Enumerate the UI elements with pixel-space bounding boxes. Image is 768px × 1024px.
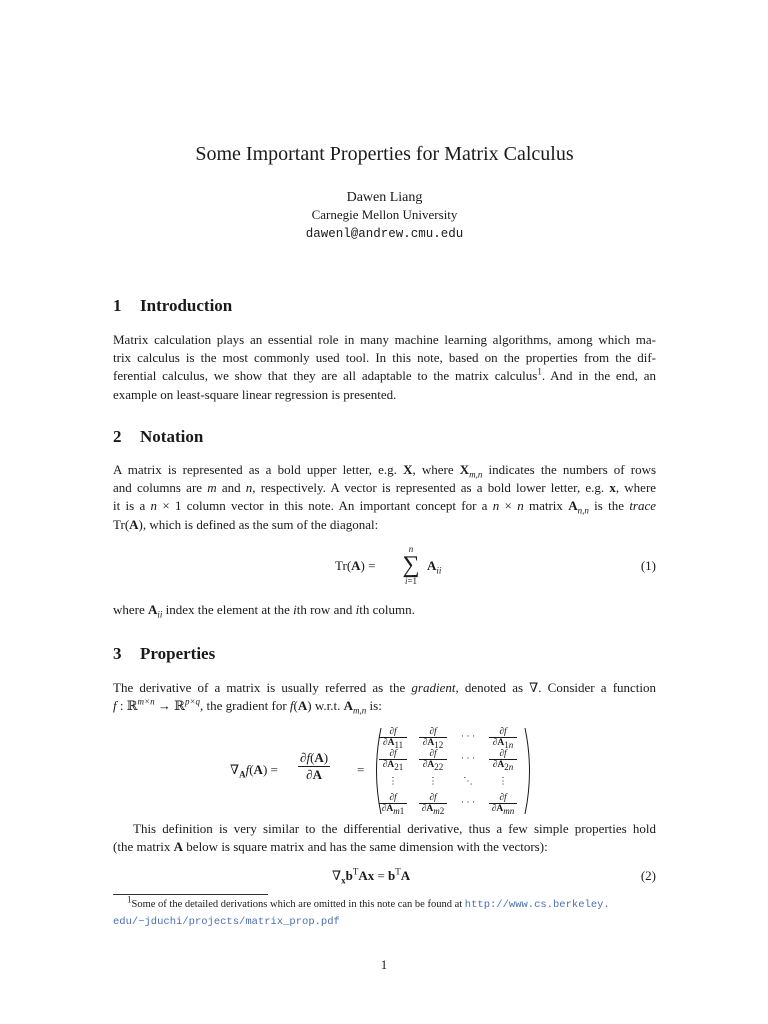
section-title: Properties (140, 644, 216, 663)
section-title: Notation (140, 427, 204, 446)
footnote-rule (113, 894, 268, 895)
text-line: (the matrix A below is square matrix and has the same dimension with the vectors): (113, 839, 548, 855)
footnote-url-continued[interactable]: edu/~jduchi/projects/matrix_prop.pdf (113, 915, 340, 928)
footnote-url[interactable]: http://www.cs.berkeley. (464, 899, 610, 911)
section-heading-notation (113, 427, 656, 447)
notation-paragraph (113, 461, 656, 534)
text-line: and columns are m and n, respectively. A vector is represented as a bold lower letter, e.g. x, where (113, 480, 657, 496)
author-affiliation: Carnegie Mellon University (311, 207, 458, 222)
footnote-text: Some of the detailed derivations which are omitted in this note can be found at (131, 899, 463, 910)
equation-number: (1) (640, 558, 656, 573)
text-line: it is a n × 1 column vector in this note. An important concept for a n × n matrix $A_{n,n}$ is the trace (113, 498, 657, 516)
text-line: Tr(A), which is defined as the sum of the diagonal: (113, 516, 379, 532)
equation-number: (2) (640, 868, 656, 883)
text-line: example on least-square linear regression is presented. (113, 386, 397, 402)
page-number: 1 (380, 957, 388, 972)
author-name: Dawen Liang (346, 190, 423, 205)
author-email: dawenl@andrew.cmu.edu (305, 227, 464, 241)
gradient-definition-equation: $\nabla_Af(A)$ = $\frac{\partial f(A)}{\partial A}$ = ∂f $\partial A_{11}$ ∂f $\partial A_{12}$ · · · ∂f $\partial A_{1n}$ ∂f $\partial A_{21}$ ∂f $\partial A_{22}$ · · · ∂f $\partial A_{2n}$ ⋮ ⋮ ⋱ ⋮ ∂f $\partial A_{m1}$ ∂f $\partial A_{m2}$ · · · ∂f $\partial A_{mn}$ (113, 726, 656, 816)
right-parenthesis (523, 726, 535, 816)
section-number: 3 (113, 644, 122, 663)
text-line: This definition is very similar to the differential derivative, thus a few simple properties hold (133, 821, 656, 836)
text-line: Matrix calculation plays an essential role in many machine learning algorithms, among which ma- (113, 332, 656, 347)
section-heading-properties (113, 644, 656, 664)
text-line: ferential calculus, we show that they are all adaptable to the matrix calculus$^1$. And in the end, an (113, 367, 656, 384)
equation-2: $\nabla_xb^TAx = b^TA$ (2) (332, 866, 656, 886)
section-number: 2 (113, 427, 122, 446)
properties-paragraph-2 (113, 820, 656, 856)
properties-paragraph (113, 679, 656, 715)
text-line: A matrix is represented as a bold upper letter, e.g. X, where $X_{m,n}$ indicates the numbers of rows (113, 462, 657, 480)
text-line: The derivative of a matrix is usually referred as the gradient, denoted as ∇. Consider a function (113, 680, 657, 695)
paper-title: Some Important Properties for Matrix Calculus (195, 143, 574, 165)
equation-1: Tr(A) = n ∑ i=1 $A_{ii}$ (1) (335, 544, 656, 586)
footnote-mark: 1 (127, 894, 132, 905)
footnote (113, 894, 656, 930)
footnote-mark: 1 (537, 367, 542, 378)
text-line: f : ℝ$^{m\times n}$ → ℝ$^{p\times q}$, the gradient for f(A) w.r.t. $A_{m,n}$ is: (113, 696, 382, 716)
section-title: Introduction (140, 296, 233, 315)
text-line: trix calculus is the most commonly used tool. In this note, based on the properties from the dif- (113, 350, 656, 366)
notation-after-paragraph: where $A_{ii}$ index the element at the ith row and ith column. (113, 602, 415, 620)
gradient-matrix: ∂f $\partial A_{11}$ ∂f $\partial A_{12}$ · · · ∂f $\partial A_{1n}$ ∂f $\partial A_{21}$ ∂f $\partial A_{22}$ · · · ∂f $\partial A_{2n}$ ⋮ ⋮ ⋱ ⋮ ∂f $\partial A_{m1}$ ∂f $\partial A_{m2}$ · · · ∂f $\partial A_{mn}$ (373, 726, 523, 814)
intro-paragraph (113, 331, 656, 404)
section-number: 1 (113, 296, 122, 315)
section-heading-introduction (113, 296, 656, 316)
